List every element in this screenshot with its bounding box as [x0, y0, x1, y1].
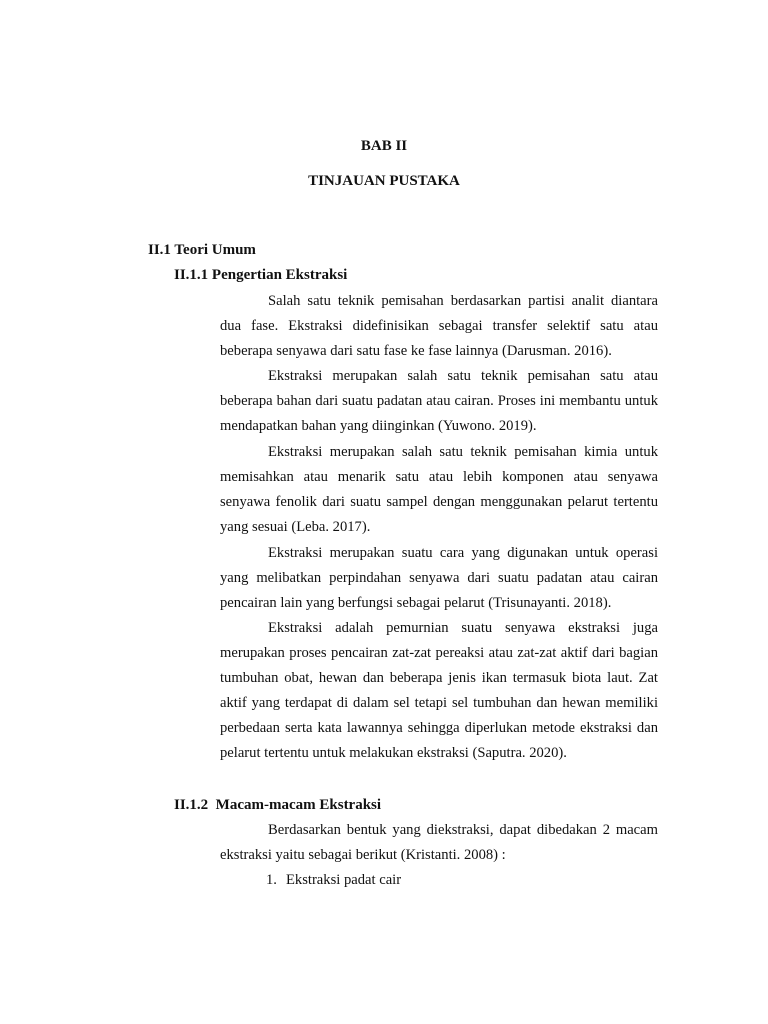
paragraph: Ekstraksi adalah pemurnian suatu senyawa ekstraksi juga merupakan proses pencairan zat-zat pereaksi atau zat-zat aktif dari bagian tumbuhan obat, hewan dan beberapa jenis ikan termasuk biota laut. Zat aktif yang terdapat di dalam sel tetapi sel tumbuhan dan hewan memiliki perbedaan serta kata lawannya sehingga diperlukan metode ekstraksi dan pelarut tertentu untuk melakukan ekstraksi (Saputra. 2020). [220, 620, 658, 761]
subsection-heading: II.1.2 Macam-macam Ekstraksi [174, 797, 382, 813]
section-heading: II.1 Teori Umum [148, 242, 256, 258]
paragraph: Ekstraksi merupakan suatu cara yang digunakan untuk operasi yang melibatkan perpindahan senyawa dari suatu padatan atau cairan pencairan lain yang berfungsi sebagai pelarut (Trisunayanti. 2018). [220, 545, 658, 611]
paragraph: Ekstraksi merupakan salah satu teknik pemisahan satu atau beberapa bahan dari suatu padatan atau cairan. Proses ini membantu untuk mendapatkan bahan yang diinginkan (Yuwono. 2019). [220, 368, 658, 434]
list-item-number: 1. [266, 872, 277, 888]
list-item-text: Ekstraksi padat cair [286, 872, 402, 888]
paragraph: Berdasarkan bentuk yang diekstraksi, dapat dibedakan 2 macam ekstraksi yaitu sebagai berikut (Kristanti. 2008) : [220, 822, 658, 863]
chapter-title: TINJAUAN PUSTAKA [308, 173, 460, 189]
chapter-number: BAB II [360, 138, 408, 154]
list-item [266, 868, 401, 893]
paragraph: Ekstraksi merupakan salah satu teknik pemisahan kimia untuk memisahkan atau menarik satu atau lebih komponen atau senyawa senyawa fenolik dari suatu sampel dengan menggunakan pelarut tertentu yang sesuai (Leba. 2017). [220, 444, 658, 535]
paragraph: Salah satu teknik pemisahan berdasarkan partisi analit diantara dua fase. Ekstraksi didefinisikan sebagai transfer selektif satu atau beberapa senyawa dari satu fase ke fase lainnya (Darusman. 2016). [220, 293, 658, 359]
subsection-heading: II.1.1 Pengertian Ekstraksi [174, 267, 348, 283]
